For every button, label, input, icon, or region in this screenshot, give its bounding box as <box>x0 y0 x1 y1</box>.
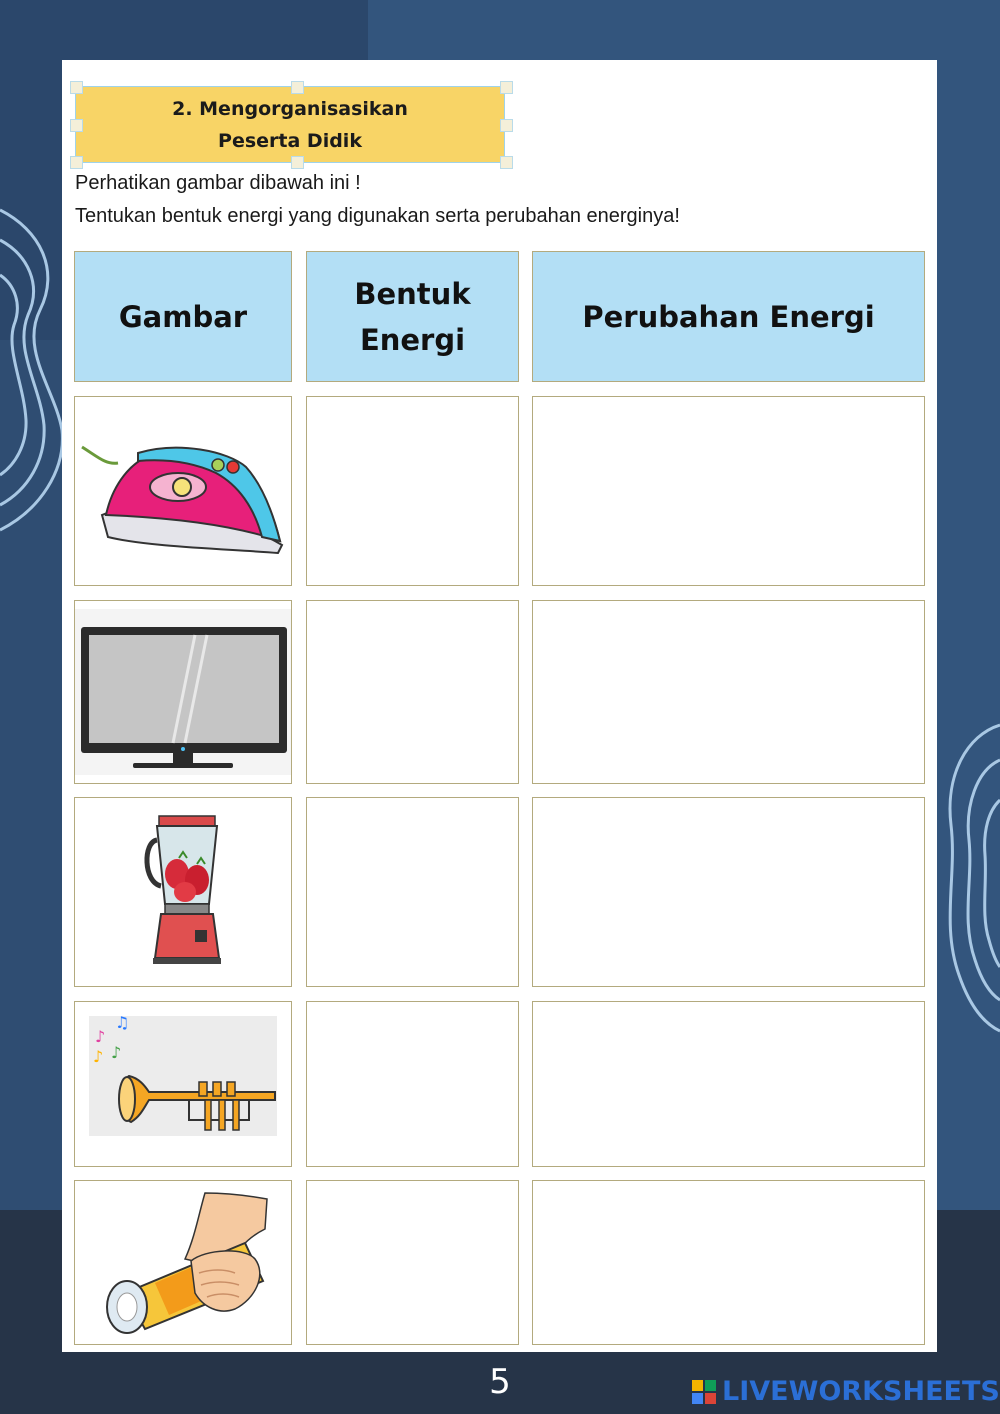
table-row-image-cell <box>74 600 292 784</box>
bentuk-energi-answer-cell[interactable] <box>306 1180 519 1345</box>
resize-handle[interactable] <box>500 156 513 169</box>
svg-text:♫: ♫ <box>115 1016 130 1032</box>
television-icon <box>75 609 291 775</box>
header-perubahan-energi: Perubahan Energi <box>532 251 925 382</box>
table-row-image-cell <box>74 1180 292 1345</box>
resize-handle[interactable] <box>70 156 83 169</box>
resize-handle[interactable] <box>291 81 304 94</box>
resize-handle[interactable] <box>291 156 304 169</box>
liveworksheets-brand-text: LIVEWORKSHEETS <box>722 1376 1000 1407</box>
contour-lines-left-decoration <box>0 190 70 540</box>
resize-handle[interactable] <box>500 81 513 94</box>
header-gambar: Gambar <box>74 251 292 382</box>
trumpet-icon <box>89 1016 277 1136</box>
resize-handle[interactable] <box>500 119 513 132</box>
perubahan-energi-answer-cell[interactable] <box>532 797 925 987</box>
bentuk-energi-answer-cell[interactable] <box>306 600 519 784</box>
instruction-line-2: Tentukan bentuk energi yang digunakan serta perubahan energinya! <box>75 205 680 227</box>
svg-text:♪: ♪ <box>93 1047 104 1066</box>
perubahan-energi-answer-cell[interactable] <box>532 396 925 586</box>
blender-icon <box>139 812 229 967</box>
section-title: 2. Mengorganisasikan Peserta Didik <box>172 97 408 152</box>
header-bentuk-energi: Bentuk Energi <box>306 251 519 382</box>
worksheet-page <box>62 60 937 1352</box>
svg-text:♪: ♪ <box>95 1027 106 1046</box>
perubahan-energi-answer-cell[interactable] <box>532 1180 925 1345</box>
svg-text:♪: ♪ <box>111 1043 122 1062</box>
liveworksheets-logo-icon <box>692 1380 716 1404</box>
flashlight-icon <box>95 1189 275 1339</box>
perubahan-energi-answer-cell[interactable] <box>532 600 925 784</box>
resize-handle[interactable] <box>70 81 83 94</box>
bentuk-energi-answer-cell[interactable] <box>306 797 519 987</box>
perubahan-energi-answer-cell[interactable] <box>532 1001 925 1167</box>
iron-icon <box>78 437 286 557</box>
instruction-line-1: Perhatikan gambar dibawah ini ! <box>75 172 361 194</box>
table-row-image-cell <box>74 797 292 987</box>
resize-handle[interactable] <box>70 119 83 132</box>
table-row-image-cell <box>74 396 292 586</box>
contour-lines-right-decoration <box>937 715 1000 1035</box>
bentuk-energi-answer-cell[interactable] <box>306 396 519 586</box>
liveworksheets-logo[interactable] <box>692 1376 1000 1407</box>
section-title-box <box>76 87 504 162</box>
table-row-image-cell <box>74 1001 292 1167</box>
bentuk-energi-answer-cell[interactable] <box>306 1001 519 1167</box>
page-number: 5 <box>489 1362 511 1402</box>
